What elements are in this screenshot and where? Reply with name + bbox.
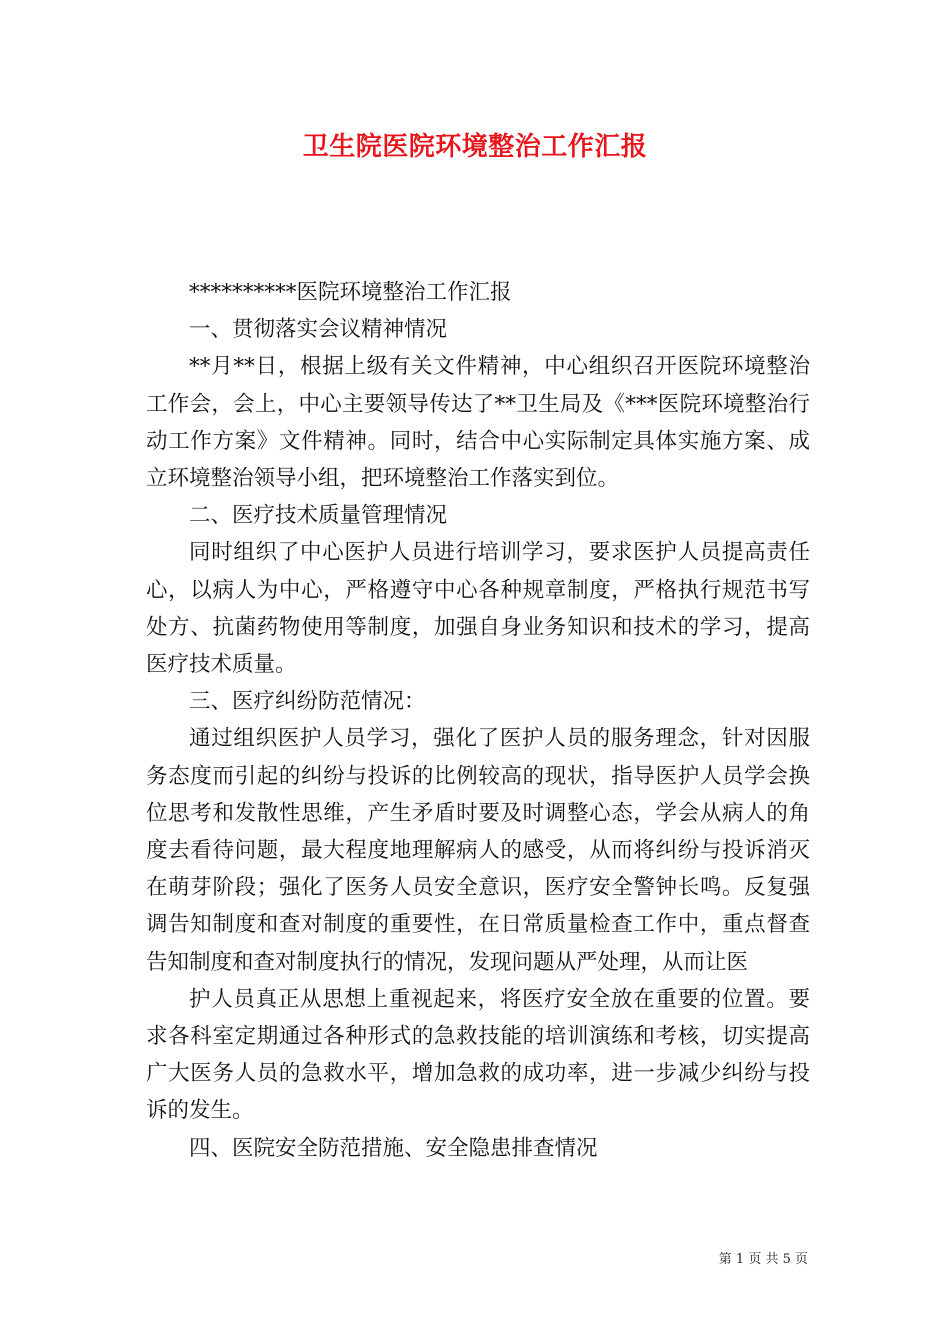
section-heading-4: 四、医院安全防范措施、安全隐患排查情况: [189, 1135, 598, 1161]
page-number: 第 1 页 共 5 页: [718, 1252, 808, 1267]
paragraph: **月**日，根据上级有关文件精神，中心组织召开医院环境整治工作会，会上，中心主要领导传达了**卫生局及《***医院环境整治行动工作方案》文件精神。同时，结合中心实际制定具体实施方案、成立环境整治领导小组，把环境整治工作落实到位。: [146, 354, 810, 492]
section-heading-1: 一、贯彻落实会议精神情况: [189, 317, 448, 343]
document-body: [146, 274, 810, 1167]
section-heading-2: 二、医疗技术质量管理情况: [189, 503, 448, 529]
section-heading-3: 三、医疗纠纷防范情况：: [189, 689, 426, 715]
document-subtitle: **********医院环境整治工作汇报: [189, 280, 512, 305]
paragraph: 同时组织了中心医护人员进行培训学习，要求医护人员提高责任心，以病人为中心，严格遵守中心各种规章制度，严格执行规范书写处方、抗菌药物使用等制度，加强自身业务知识和技术的学习，提高医疗技术质量。: [146, 540, 810, 678]
page-title: 卫生院医院环境整治工作汇报: [302, 132, 648, 162]
paragraph: 护人员真正从思想上重视起来，将医疗安全放在重要的位置。要求各科室定期通过各种形式的急救技能的培训演练和考核，切实提高广大医务人员的急救水平，增加急救的成功率，进一步减少纠纷与投诉的发生。: [146, 986, 810, 1124]
paragraph: 通过组织医护人员学习，强化了医护人员的服务理念，针对因服务态度而引起的纠纷与投诉的比例较高的现状，指导医护人员学会换位思考和发散性思维，产生矛盾时要及时调整心态，学会从病人的角度去看待问题，最大程度地理解病人的感受，从而将纠纷与投诉消灭在萌芽阶段；强化了医务人员安全意识，医疗安全警钟长鸣。反复强调告知制度和查对制度的重要性，在日常质量检查工作中，重点督查告知制度和查对制度执行的情况，发现问题从严处理，从而让医: [146, 726, 810, 975]
